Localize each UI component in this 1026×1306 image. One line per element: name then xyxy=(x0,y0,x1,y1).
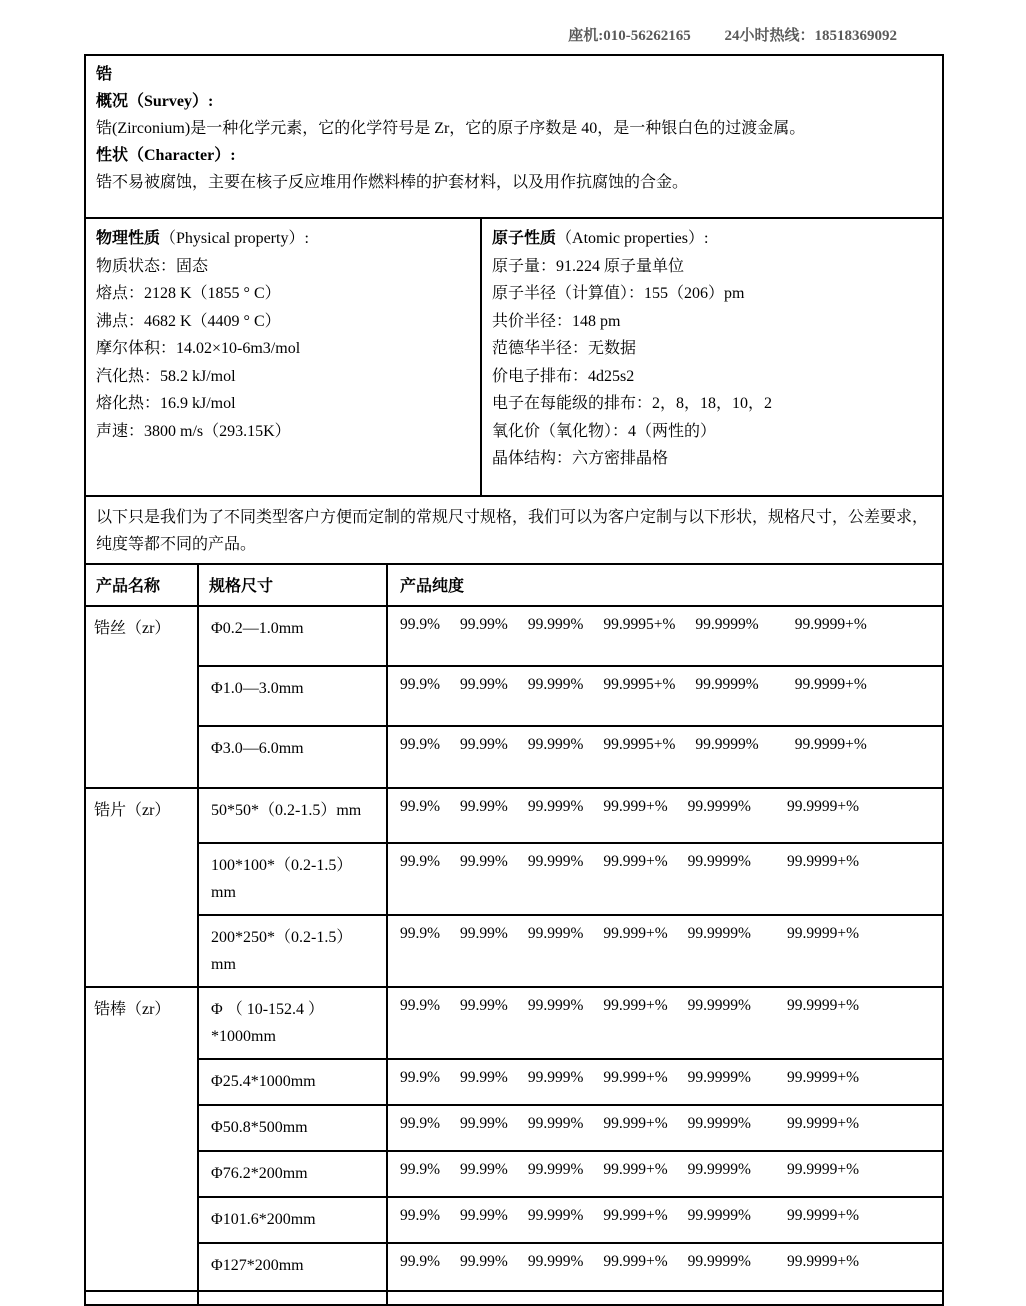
purity-value: 99.9% xyxy=(400,616,441,633)
physical-property-line: 沸点：4682 K（4409 ° C） xyxy=(96,312,281,330)
physical-property-line: 声速：3800 m/s（293.15K） xyxy=(96,422,291,440)
atomic-property-line: 电子在每能级的排布：2，8，18，10，2 xyxy=(492,395,773,412)
column-header-spec-size: 规格尺寸 xyxy=(199,565,388,605)
product-rows xyxy=(199,789,942,986)
atomic-property-line: 氧化价（氧化物）：4（两性的） xyxy=(492,422,717,440)
document-body xyxy=(84,54,944,1306)
spec-cell: 100*100*（0.2-1.5）mm xyxy=(199,844,388,914)
purity-value: 99.9% xyxy=(400,853,441,870)
purity-value: 99.9% xyxy=(400,1207,441,1224)
purity-value: 99.9% xyxy=(400,1161,441,1178)
purity-value: 99.9999+% xyxy=(786,1207,859,1224)
purity-value: 99.9999+% xyxy=(786,1253,859,1270)
spec-cell: Φ101.6*200mm xyxy=(199,1198,388,1242)
purity-value: 99.9999+% xyxy=(786,798,859,815)
purity-value: 99.999+% xyxy=(603,1115,668,1132)
purity-value: 99.9999% xyxy=(687,853,751,870)
product-group xyxy=(86,988,942,1292)
purity-value: 99.999% xyxy=(527,616,584,633)
survey-text: 锆(Zirconium)是一种化学元素，它的化学符号是 Zr，它的原子序数是 40，是一种银白色的过渡金属。 xyxy=(96,120,806,137)
purity-value: 99.9999% xyxy=(687,997,751,1014)
atomic-properties-title xyxy=(492,225,932,253)
atomic-title-zh: 原子性质 xyxy=(492,230,557,247)
purity-value: 99.999% xyxy=(527,997,584,1014)
physical-property-line: 摩尔体积：14.02×10-6m3/mol xyxy=(96,340,301,357)
purity-value: 99.9% xyxy=(400,798,441,815)
spec-cell: Φ3.0—6.0mm xyxy=(199,727,388,787)
purity-value: 99.99% xyxy=(460,1253,508,1270)
spec-cell: Φ50.8*500mm xyxy=(199,1106,388,1150)
table-row xyxy=(199,844,942,916)
purity-value: 99.999+% xyxy=(603,925,668,942)
table-row xyxy=(199,916,942,986)
purity-value: 99.9% xyxy=(400,676,441,693)
purity-value: 99.99% xyxy=(460,853,508,870)
spec-cell: Φ （ 10-152.4 ）*1000mm xyxy=(199,988,388,1058)
purity-value: 99.9999+% xyxy=(786,853,859,870)
truncated-next-row xyxy=(86,1292,942,1304)
purity-value: 99.9% xyxy=(400,925,441,942)
purity-value: 99.999% xyxy=(527,1115,584,1132)
atomic-property-line: 价电子排布：4d25s2 xyxy=(492,367,635,385)
physical-properties-title xyxy=(96,225,470,253)
atomic-property-line: 原子量：91.224 原子量单位 xyxy=(492,257,685,275)
purity-value: 99.999% xyxy=(527,1253,584,1270)
truncated-purity-cell xyxy=(388,1292,942,1304)
purity-value: 99.9% xyxy=(400,1115,441,1132)
hotline-phone: 24小时热线：18518369092 xyxy=(724,28,897,44)
product-name-cell: 锆棒（zr） xyxy=(86,988,199,1290)
purity-value: 99.999% xyxy=(527,1069,584,1086)
product-rows xyxy=(199,988,942,1290)
table-row xyxy=(199,988,942,1060)
column-header-purity: 产品纯度 xyxy=(400,578,465,595)
atomic-property-line: 晶体结构：六方密排晶格 xyxy=(492,450,669,467)
atomic-property-line: 共价半径：148 pm xyxy=(492,312,621,330)
spec-cell: 200*250*（0.2-1.5）mm xyxy=(199,916,388,986)
table-row xyxy=(199,727,942,787)
landline-phone: 座机:010-56262165 xyxy=(568,28,691,44)
purity-cell xyxy=(388,1152,942,1196)
purity-value: 99.999% xyxy=(527,798,584,815)
purity-cell xyxy=(388,727,942,787)
purity-cell xyxy=(388,1106,942,1150)
atomic-properties-cell xyxy=(482,219,942,495)
purity-cell xyxy=(388,916,942,986)
purity-value: 99.9999% xyxy=(695,736,759,753)
purity-cell xyxy=(388,789,942,842)
purity-value: 99.99% xyxy=(460,925,508,942)
contact-header xyxy=(0,24,897,45)
purity-value: 99.99% xyxy=(460,616,508,633)
physical-title-zh: 物理性质 xyxy=(96,230,161,247)
physical-properties-cell xyxy=(86,219,482,495)
properties-section xyxy=(84,217,944,497)
table-row xyxy=(199,789,942,844)
purity-value: 99.99% xyxy=(460,676,508,693)
product-group xyxy=(86,607,942,789)
purity-value: 99.9999+% xyxy=(786,1161,859,1178)
purity-value: 99.9995+% xyxy=(603,736,676,753)
table-row xyxy=(199,1152,942,1198)
character-label: 性状（Character）: xyxy=(96,147,236,164)
physical-properties-list xyxy=(96,253,470,446)
physical-property-line: 熔化热：16.9 kJ/mol xyxy=(96,395,236,412)
purity-value: 99.9% xyxy=(400,1253,441,1270)
purity-value: 99.9999% xyxy=(695,676,759,693)
table-row xyxy=(199,1244,942,1290)
purity-value: 99.9999% xyxy=(687,798,751,815)
purity-value: 99.9995+% xyxy=(603,616,676,633)
table-row xyxy=(199,1198,942,1244)
overview-section xyxy=(84,54,944,219)
purity-value: 99.9995+% xyxy=(603,676,676,693)
purity-cell xyxy=(388,1244,942,1290)
atomic-property-line: 范德华半径：无数据 xyxy=(492,340,637,357)
product-rows xyxy=(199,607,942,787)
purity-value: 99.9999% xyxy=(695,616,759,633)
purity-value: 99.9999% xyxy=(687,1253,751,1270)
atomic-properties-list xyxy=(492,253,932,473)
purity-value: 99.999% xyxy=(527,925,584,942)
purity-value: 99.999% xyxy=(527,676,584,693)
spec-cell: Φ1.0—3.0mm xyxy=(199,667,388,725)
purity-value: 99.9999+% xyxy=(794,616,867,633)
purity-value: 99.9% xyxy=(400,1069,441,1086)
purity-value: 99.999+% xyxy=(603,1161,668,1178)
purity-value: 99.999% xyxy=(527,853,584,870)
purity-value: 99.9999+% xyxy=(786,925,859,942)
purity-cell xyxy=(388,1060,942,1104)
purity-value: 99.99% xyxy=(460,1069,508,1086)
product-table-header xyxy=(86,565,942,607)
purity-value: 99.999+% xyxy=(603,853,668,870)
purity-value: 99.9999% xyxy=(687,925,751,942)
product-name-cell: 锆片（zr） xyxy=(86,789,199,986)
purity-value: 99.99% xyxy=(460,997,508,1014)
survey-label: 概况（Survey）: xyxy=(96,93,214,110)
purity-value: 99.9999+% xyxy=(786,997,859,1014)
purity-value: 99.999% xyxy=(527,736,584,753)
spec-cell: Φ127*200mm xyxy=(199,1244,388,1290)
purity-cell xyxy=(388,1198,942,1242)
purity-value: 99.999% xyxy=(527,1161,584,1178)
purity-value: 99.999+% xyxy=(603,997,668,1014)
spec-cell: 50*50*（0.2-1.5）mm xyxy=(199,789,388,842)
purity-value: 99.9% xyxy=(400,997,441,1014)
purity-value: 99.9999% xyxy=(687,1161,751,1178)
purity-value: 99.9999% xyxy=(687,1207,751,1224)
atomic-title-en: （Atomic properties）: xyxy=(556,230,709,247)
spec-cell: Φ25.4*1000mm xyxy=(199,1060,388,1104)
table-row xyxy=(199,607,942,667)
purity-value: 99.9999+% xyxy=(786,1115,859,1132)
character-text: 锆不易被腐蚀，主要在核子反应堆用作燃料棒的护套材料，以及用作抗腐蚀的合金。 xyxy=(96,174,689,191)
purity-value: 99.99% xyxy=(460,1161,508,1178)
purity-value: 99.9999+% xyxy=(786,1069,859,1086)
table-row xyxy=(199,1106,942,1152)
spec-cell: Φ76.2*200mm xyxy=(199,1152,388,1196)
purity-cell xyxy=(388,844,942,914)
purity-value: 99.99% xyxy=(460,736,508,753)
physical-property-line: 物质状态：固态 xyxy=(96,257,209,275)
purity-cell xyxy=(388,607,942,665)
purity-value: 99.999% xyxy=(527,1207,584,1224)
purity-value: 99.99% xyxy=(460,1207,508,1224)
product-groups xyxy=(86,607,942,1292)
product-table xyxy=(84,563,944,1306)
purity-value: 99.9999+% xyxy=(794,736,867,753)
purity-value: 99.999+% xyxy=(603,1207,668,1224)
atomic-property-line: 原子半径（计算值）：155（206）pm xyxy=(492,285,745,302)
purity-value: 99.9% xyxy=(400,736,441,753)
physical-property-line: 汽化热：58.2 kJ/mol xyxy=(96,367,236,385)
element-title: 锆 xyxy=(96,66,113,83)
product-name-cell: 锆丝（zr） xyxy=(86,607,199,787)
purity-value: 99.999+% xyxy=(603,1253,668,1270)
purity-value: 99.9999+% xyxy=(794,676,867,693)
physical-title-en: （Physical property）: xyxy=(160,230,309,247)
truncated-spec-cell xyxy=(199,1292,388,1304)
table-row xyxy=(199,1060,942,1106)
purity-value: 99.9999% xyxy=(687,1115,751,1132)
spec-cell: Φ0.2—1.0mm xyxy=(199,607,388,665)
column-header-product-name: 产品名称 xyxy=(86,565,199,605)
purity-value: 99.99% xyxy=(460,798,508,815)
purity-value: 99.999+% xyxy=(603,798,668,815)
purity-cell xyxy=(388,988,942,1058)
table-row xyxy=(199,667,942,727)
custom-sizes-note: 以下只是我们为了不同类型客户方便而定制的常规尺寸规格，我们可以为客户定制与以下形状，规格尺寸，公差要求，纯度等都不同的产品。 xyxy=(84,495,944,565)
purity-value: 99.99% xyxy=(460,1115,508,1132)
physical-property-line: 熔点：2128 K（1855 ° C） xyxy=(96,285,281,302)
purity-value: 99.999+% xyxy=(603,1069,668,1086)
truncated-name-cell xyxy=(86,1292,199,1304)
product-group xyxy=(86,789,942,988)
purity-cell xyxy=(388,667,942,725)
purity-value: 99.9999% xyxy=(687,1069,751,1086)
